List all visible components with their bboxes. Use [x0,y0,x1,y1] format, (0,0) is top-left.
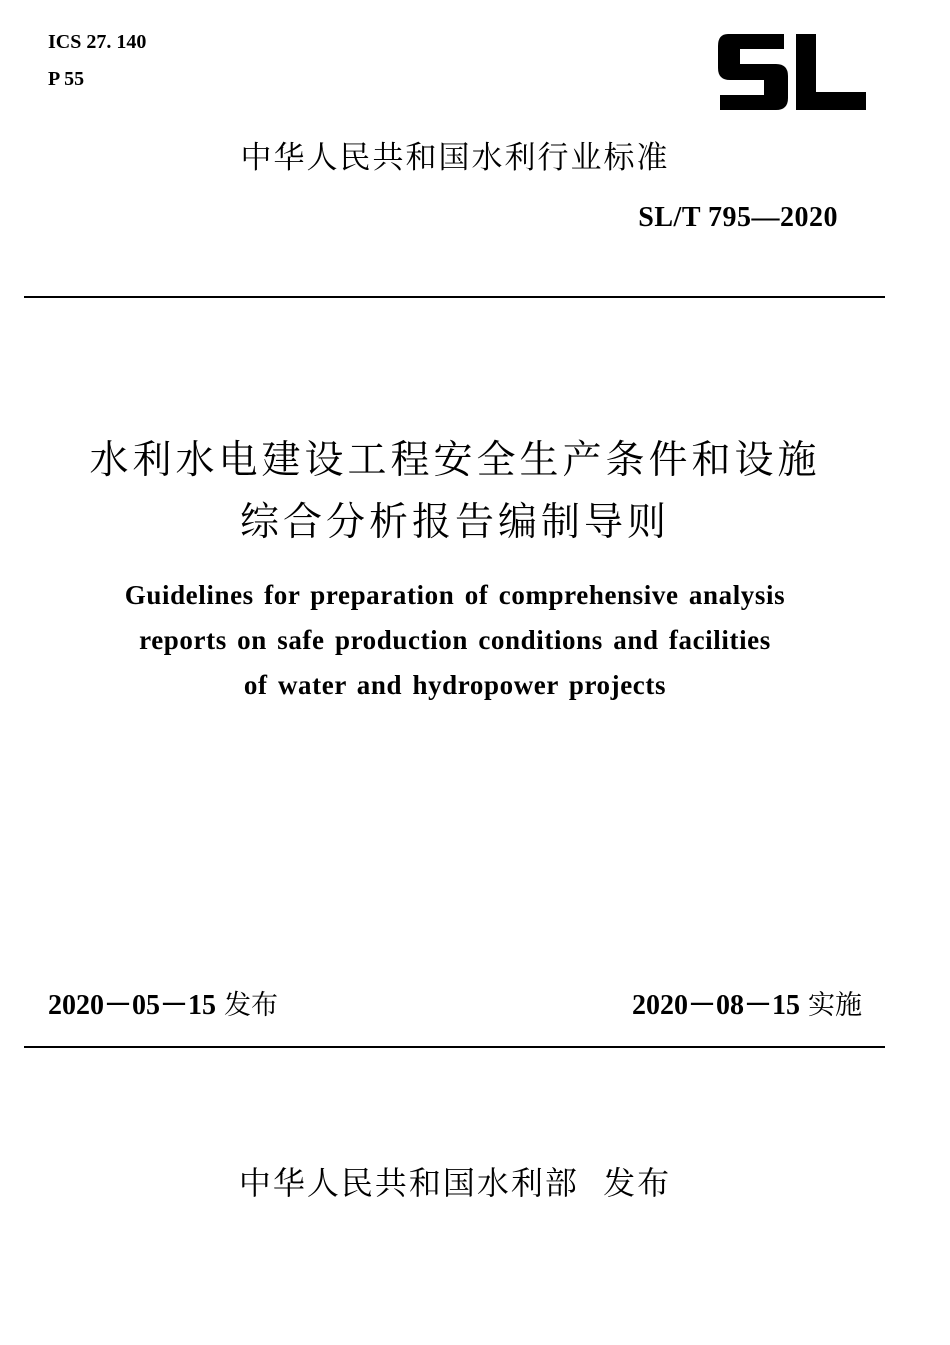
chinese-title [0,430,910,554]
sl-logo-letter-s [718,34,788,110]
english-title [0,573,910,708]
chinese-title-line-1: 水利水电建设工程安全生产条件和设施 [89,438,821,483]
top-divider [24,296,885,298]
ics-code: ICS 27. 140 [48,31,147,53]
publisher: 中华人民共和国水利部 发布 [238,1164,672,1202]
issue-date: 2020－05－15 [48,990,217,1021]
english-title-line-2: reports on safe production conditions and facilities [139,625,771,655]
classification-code: P 55 [48,68,85,90]
standard-code: SL/T 795—2020 [638,202,838,233]
sl-logo-letter-l [796,34,866,110]
chinese-title-line-2: 综合分析报告编制导则 [239,500,670,545]
implement-label: 实施 [808,990,862,1021]
sl-logo [718,34,866,110]
implement-date-block [632,987,862,1025]
english-title-line-1: Guidelines for preparation of comprehensive analysis [124,580,786,610]
english-title-line-3: of water and hydropower projects [243,670,667,700]
issue-label: 发布 [224,990,279,1021]
implement-date: 2020－08－15 [631,990,800,1021]
bottom-divider [24,1046,885,1048]
issue-date-block [48,987,278,1025]
industry-standard-heading: 中华人民共和国水利行业标准 [240,140,670,176]
